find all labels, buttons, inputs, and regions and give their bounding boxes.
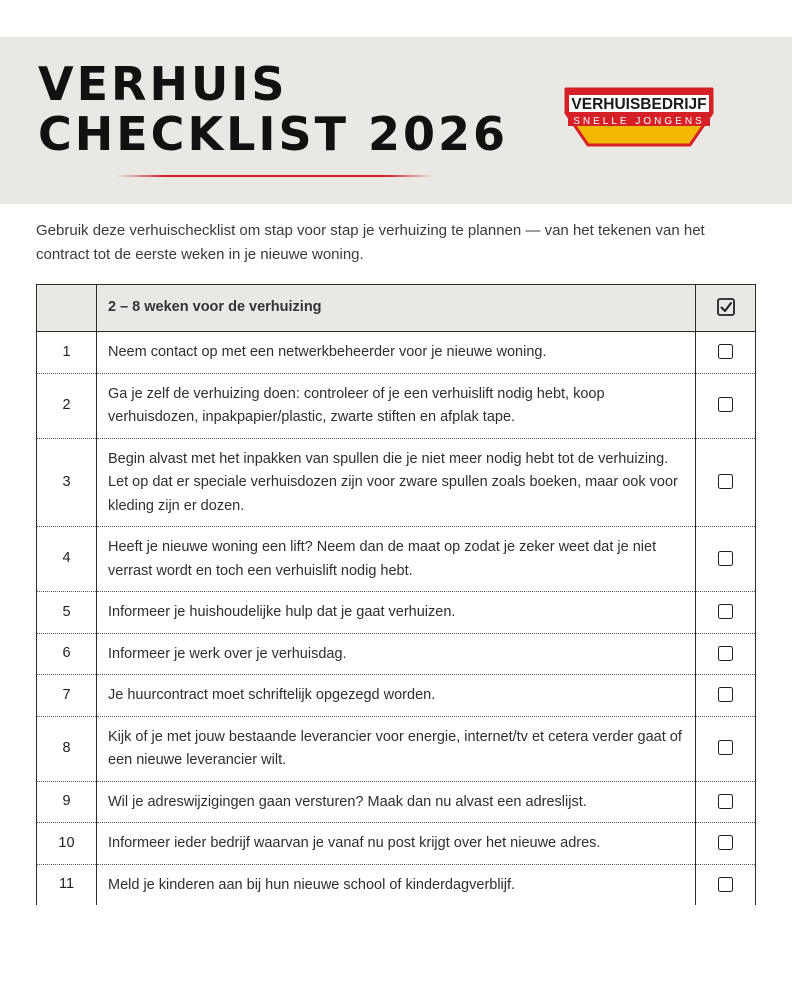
row-task-text: Informeer je huishoudelijke hulp dat je gaat verhuizen.	[97, 592, 696, 634]
row-checkbox[interactable]	[718, 474, 733, 489]
table-section-title: 2 – 8 weken voor de verhuizing	[97, 285, 696, 332]
row-check-cell	[696, 527, 756, 592]
row-check-cell	[696, 373, 756, 438]
row-check-cell	[696, 633, 756, 675]
row-check-cell	[696, 823, 756, 865]
title-line-1: VERHUIS	[38, 57, 288, 111]
row-task-text: Kijk of je met jouw bestaande leverancier voor energie, internet/tv et cetera verder gaat of een nieuwe leverancier wilt.	[97, 716, 696, 781]
header-band	[0, 37, 792, 204]
table-row	[37, 527, 756, 592]
row-task-text: Begin alvast met het inpakken van spullen die je niet meer nodig hebt tot de verhuizing. Let op dat er speciale verhuisdozen zijn voor zware spullen zoals boeken, maar ook voor kleding zijn er dozen.	[97, 438, 696, 527]
row-check-cell	[696, 438, 756, 527]
row-task-text: Ga je zelf de verhuizing doen: controleer of je een verhuislift nodig hebt, koop verhuisdozen, inpakpapier/plastic, zwarte stiften en afplak tape.	[97, 373, 696, 438]
table-row	[37, 438, 756, 527]
row-number: 10	[37, 823, 97, 865]
checked-box-icon	[716, 297, 736, 317]
checklist-table	[36, 284, 756, 905]
row-number: 8	[37, 716, 97, 781]
table-row	[37, 592, 756, 634]
company-logo	[562, 85, 716, 157]
table-row	[37, 781, 756, 823]
row-task-text: Informeer je werk over je verhuisdag.	[97, 633, 696, 675]
row-number: 9	[37, 781, 97, 823]
row-number: 6	[37, 633, 97, 675]
row-check-cell	[696, 781, 756, 823]
row-task-text: Je huurcontract moet schriftelijk opgezegd worden.	[97, 675, 696, 717]
row-checkbox[interactable]	[718, 687, 733, 702]
table-row	[37, 633, 756, 675]
header-number-cell	[37, 285, 97, 332]
logo-bottom-text: SNELLE JONGENS	[573, 116, 705, 127]
row-number: 5	[37, 592, 97, 634]
row-number: 1	[37, 332, 97, 374]
row-task-text: Informeer ieder bedrijf waarvan je vanaf nu post krijgt over het nieuwe adres.	[97, 823, 696, 865]
table-row	[37, 716, 756, 781]
row-checkbox[interactable]	[718, 397, 733, 412]
table-row	[37, 675, 756, 717]
row-number: 2	[37, 373, 97, 438]
row-number: 7	[37, 675, 97, 717]
row-check-cell	[696, 864, 756, 905]
row-number: 3	[37, 438, 97, 527]
table-row	[37, 864, 756, 905]
row-checkbox[interactable]	[718, 604, 733, 619]
header-check-cell	[696, 285, 756, 332]
row-checkbox[interactable]	[718, 794, 733, 809]
table-row	[37, 332, 756, 374]
row-check-cell	[696, 332, 756, 374]
row-checkbox[interactable]	[718, 835, 733, 850]
row-checkbox[interactable]	[718, 740, 733, 755]
page-title	[38, 59, 508, 159]
row-task-text: Meld je kinderen aan bij hun nieuwe school of kinderdagverblijf.	[97, 864, 696, 905]
row-checkbox[interactable]	[718, 344, 733, 359]
row-checkbox[interactable]	[718, 551, 733, 566]
row-task-text: Wil je adreswijzigingen gaan versturen? Maak dan nu alvast een adreslijst.	[97, 781, 696, 823]
table-row	[37, 823, 756, 865]
title-line-2: CHECKLIST 2026	[38, 107, 509, 161]
row-check-cell	[696, 592, 756, 634]
checklist-header-row	[37, 285, 756, 332]
table-row	[37, 373, 756, 438]
row-check-cell	[696, 716, 756, 781]
row-number: 4	[37, 527, 97, 592]
row-checkbox[interactable]	[718, 877, 733, 892]
intro-text: Gebruik deze verhuischecklist om stap voor stap je verhuizing te plannen — van het tekenen van het contract tot de eerste weken in je nieuwe woning.	[36, 222, 705, 263]
row-number: 11	[37, 864, 97, 905]
row-task-text: Heeft je nieuwe woning een lift? Neem dan de maat op zodat je zeker weet dat je niet verrast wordt en toch een verhuislift nodig hebt.	[97, 527, 696, 592]
row-checkbox[interactable]	[718, 646, 733, 661]
row-task-text: Neem contact op met een netwerkbeheerder voor je nieuwe woning.	[97, 332, 696, 374]
row-check-cell	[696, 675, 756, 717]
title-underline	[116, 175, 434, 177]
logo-top-text: VERHUISBEDRIJF	[571, 96, 707, 113]
